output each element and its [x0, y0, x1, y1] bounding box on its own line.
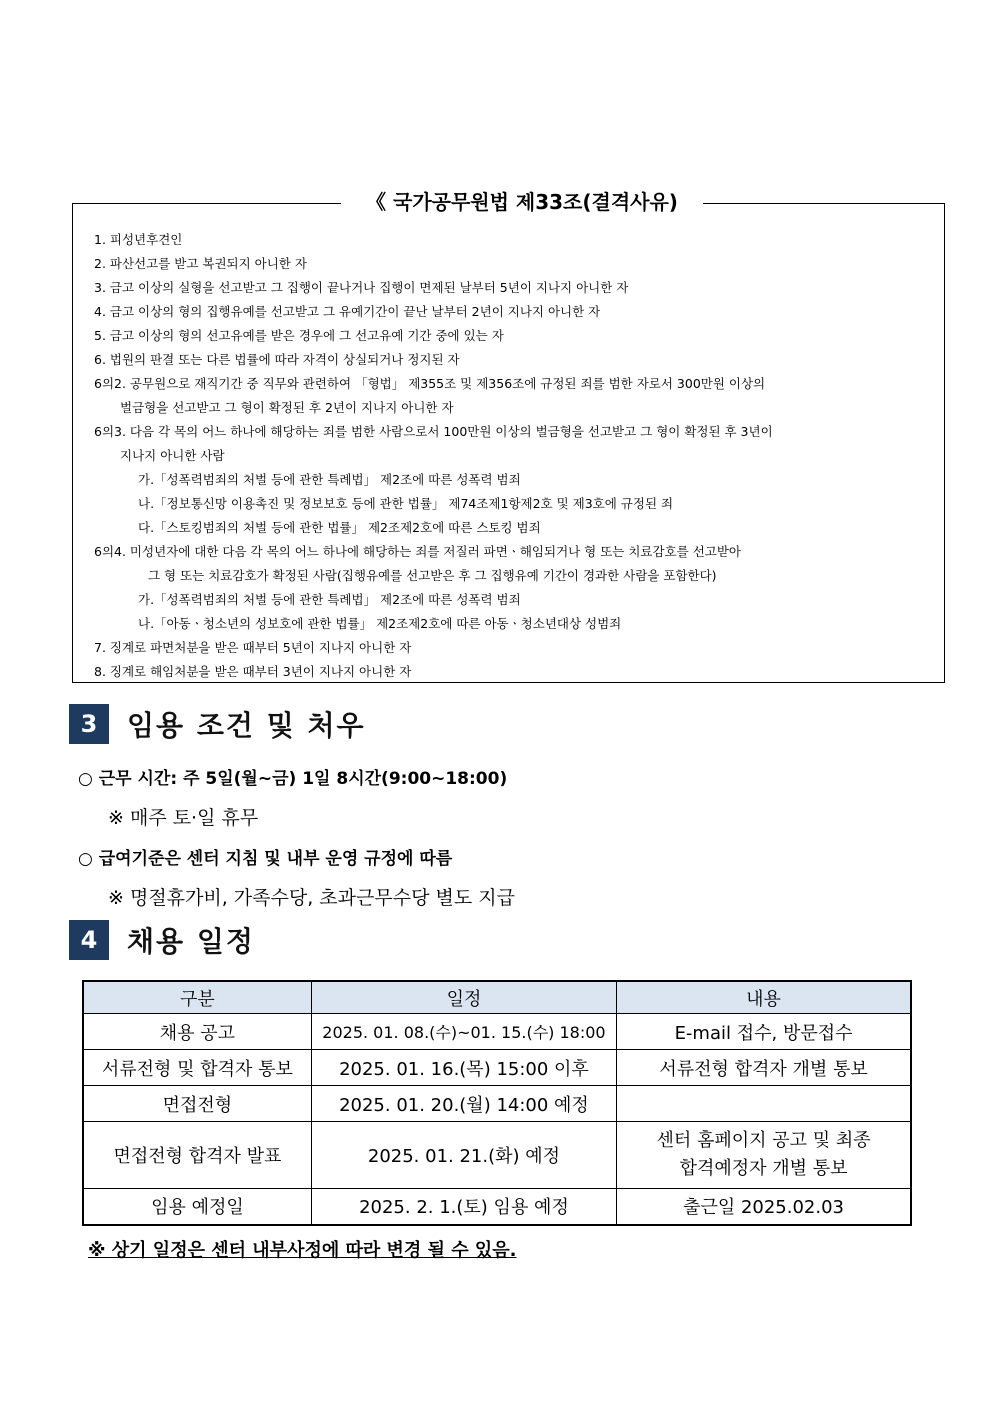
law-item: 6의3. 다음 각 목의 어느 하나에 해당하는 죄를 범한 사람으로서 100만원 이상의 벌금형을 선고받고 그 형이 확정된 후 3년이 — [94, 424, 773, 439]
law-title: 《 국가공무원법 제33조(결격사유) — [341, 186, 703, 218]
law-item: 6의2. 공무원으로 재직기간 중 직무와 관련하여 「형법」 제355조 및 제356조에 규정된 죄를 범한 자로서 300만원 이상의 — [94, 376, 766, 391]
column-header: 일정 — [311, 981, 616, 1014]
table-row — [83, 1050, 911, 1086]
table-row — [83, 1189, 911, 1225]
law-item: 7. 징계로 파면처분을 받은 때부터 5년이 지나지 아니한 자 — [94, 640, 412, 655]
section-4-header — [69, 920, 255, 960]
column-header: 내용 — [617, 981, 911, 1014]
column-header: 구분 — [83, 981, 311, 1014]
weekend-note: ※ 매주 토·일 휴무 — [108, 807, 259, 829]
table-cell: 출근일 2025.02.03 — [617, 1189, 911, 1225]
law-item: 6. 법원의 판결 또는 다른 법률에 따라 자격이 상실되거나 정지된 자 — [94, 352, 460, 367]
table-cell — [617, 1086, 911, 1122]
table-cell: 임용 예정일 — [83, 1189, 311, 1225]
table-cell: 채용 공고 — [83, 1014, 311, 1050]
schedule-table — [82, 980, 912, 1226]
work-hours-bullet: ○ 근무 시간: 주 5일(월~금) 1일 8시간(9:00~18:00) — [78, 769, 508, 789]
law-item: 가.「성폭력범죄의 처벌 등에 관한 특례법」 제2조에 따른 성폭력 범죄 — [138, 472, 521, 487]
law-item: 4. 금고 이상의 형의 집행유예를 선고받고 그 유예기간이 끝난 날부터 2년이 지나지 아니한 자 — [94, 304, 601, 319]
table-cell: 서류전형 합격자 개별 통보 — [617, 1050, 911, 1086]
law-item: 3. 금고 이상의 실형을 선고받고 그 집행이 끝나거나 집행이 면제된 날부터 5년이 지나지 아니한 자 — [94, 280, 629, 295]
section-title: 임용 조건 및 처우 — [127, 709, 366, 742]
salary-bullet: ○ 급여기준은 센터 지침 및 내부 운영 규정에 따름 — [78, 849, 453, 869]
table-cell: E-mail 접수, 방문접수 — [617, 1014, 911, 1050]
table-cell: 센터 홈페이지 공고 및 최종 합격예정자 개별 통보 — [617, 1122, 911, 1189]
law-item: 2. 파산선고를 받고 복권되지 아니한 자 — [94, 256, 307, 271]
section-number-badge: 3 — [69, 704, 109, 744]
table-row — [83, 1086, 911, 1122]
law-item: 8. 징계로 해임처분을 받은 때부터 3년이 지나지 아니한 자 — [94, 664, 412, 679]
law-item: 나.「아동ㆍ청소년의 성보호에 관한 법률」 제2조제2호에 따른 아동ㆍ청소년대상 성범죄 — [138, 616, 622, 631]
law-list — [94, 228, 944, 684]
law-item: 벌금형을 선고받고 그 형이 확정된 후 2년이 지나지 아니한 자 — [120, 400, 454, 415]
section-number-badge: 4 — [69, 920, 109, 960]
section-3-header — [69, 704, 366, 744]
law-item: 지나지 아니한 사람 — [120, 448, 225, 463]
schedule-footnote: ※ 상기 일정은 센터 내부사정에 따라 변경 될 수 있음. — [88, 1240, 517, 1261]
table-cell: 2025. 01. 21.(화) 예정 — [311, 1122, 616, 1189]
law-item: 5. 금고 이상의 형의 선고유예를 받은 경우에 그 선고유예 기간 중에 있는 자 — [94, 328, 504, 343]
table-row — [83, 1122, 911, 1189]
table-cell: 2025. 01. 08.(수)~01. 15.(수) 18:00 — [311, 1014, 616, 1050]
law-item: 나.「정보통신망 이용촉진 및 정보보호 등에 관한 법률」 제74조제1항제2호 및 제3호에 규정된 죄 — [138, 496, 674, 511]
law-item: 6의4. 미성년자에 대한 다음 각 목의 어느 하나에 해당하는 죄를 저질러 파면ㆍ해임되거나 형 또는 치료감호를 선고받아 — [94, 544, 742, 559]
allowance-note: ※ 명절휴가비, 가족수당, 초과근무수당 별도 지급 — [108, 887, 515, 909]
table-cell: 2025. 2. 1.(토) 임용 예정 — [311, 1189, 616, 1225]
law-item: 가.「성폭력범죄의 처벌 등에 관한 특례법」 제2조에 따른 성폭력 범죄 — [138, 592, 521, 607]
law-item: 다.「스토킹범죄의 처벌 등에 관한 법률」 제2조제2호에 따른 스토킹 범죄 — [138, 520, 541, 535]
table-cell: 서류전형 및 합격자 통보 — [83, 1050, 311, 1086]
table-cell: 면접전형 — [83, 1086, 311, 1122]
table-row — [83, 1014, 911, 1050]
table-header-row — [83, 981, 911, 1014]
table-cell: 2025. 01. 16.(목) 15:00 이후 — [311, 1050, 616, 1086]
law-item: 그 형 또는 치료감호가 확정된 사람(집행유예를 선고받은 후 그 집행유예 기간이 경과한 사람을 포함한다) — [148, 568, 717, 583]
table-cell: 2025. 01. 20.(월) 14:00 예정 — [311, 1086, 616, 1122]
table-cell: 면접전형 합격자 발표 — [83, 1122, 311, 1189]
section-title: 채용 일정 — [127, 925, 255, 958]
law-item: 1. 피성년후견인 — [94, 232, 183, 247]
